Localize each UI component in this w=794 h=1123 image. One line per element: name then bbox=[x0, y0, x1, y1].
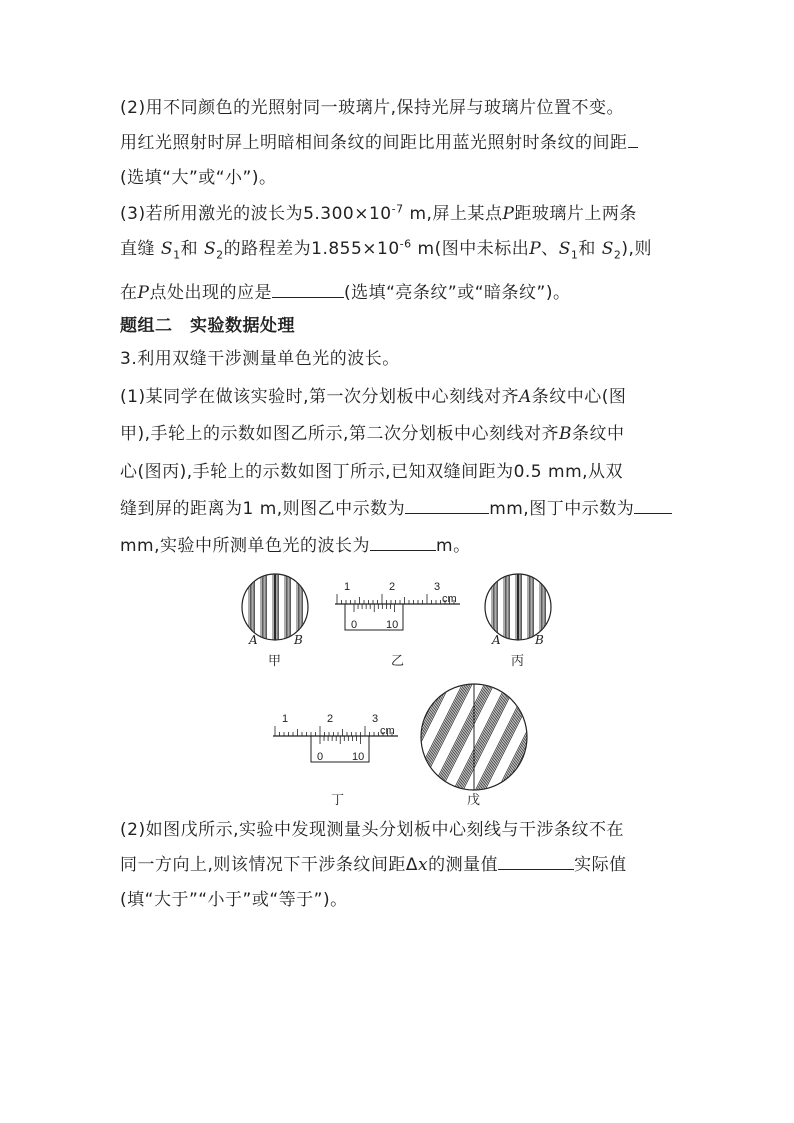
section-title: 题组二 实验数据处理 bbox=[120, 316, 295, 336]
vernier-label-10: 10 bbox=[386, 619, 399, 631]
q3-text: (选填“亮条纹”或“暗条纹”)。 bbox=[343, 283, 571, 303]
p3-line-3: 心(图丙),手轮上的示数如图丁所示,已知双缝间距为0.5 mm,从双 bbox=[120, 462, 624, 482]
q3-text: 的路程差为1.855×10 bbox=[223, 239, 400, 259]
p4-text: 的测量值 bbox=[428, 855, 499, 875]
fringe-b: B bbox=[558, 424, 572, 444]
p4-line-3: (填“大于”“小于”或“等于”)。 bbox=[120, 890, 348, 910]
ruler-label-2: 2 bbox=[327, 713, 334, 725]
vernier-ticks bbox=[354, 604, 395, 612]
q2-line-1: (2)用不同颜色的光照射同一玻璃片,保持光屏与玻璃片位置不变。 bbox=[120, 98, 624, 118]
p4-line-1: (2)如图戊所示,实验中发现测量头分划板中心刻线与干涉条纹不在 bbox=[120, 820, 624, 840]
slit-s: S bbox=[558, 239, 571, 259]
p3-text: 条纹中 bbox=[571, 424, 625, 444]
q3-text: (3)若所用激光的波长为5.300×10 bbox=[120, 204, 392, 224]
vernier-label-0: 0 bbox=[351, 619, 358, 631]
problem-3-title: 3.利用双缝干涉测量单色光的波长。 bbox=[120, 349, 400, 369]
q3-text: 点处出现的应是 bbox=[149, 283, 272, 303]
slit-s: S bbox=[601, 239, 614, 259]
ruler-unit: cm bbox=[442, 593, 457, 605]
ruler-label-3: 3 bbox=[434, 581, 441, 593]
p3-text: 缝到屏的距离为1 m,则图乙中示数为 bbox=[120, 499, 406, 519]
q3-text: 和 bbox=[578, 239, 602, 259]
slit-s: S bbox=[160, 239, 174, 259]
subscript: 1 bbox=[173, 248, 181, 262]
p3-text: (1)某同学在做该实验时,第一次分划板中心刻线对齐 bbox=[120, 387, 519, 407]
label-b-bing: B bbox=[535, 633, 544, 647]
p3-text: mm,图丁中示数为 bbox=[489, 499, 635, 519]
figure-wu-circle bbox=[384, 677, 564, 797]
point-p: P bbox=[137, 283, 150, 303]
point-p: P bbox=[529, 239, 542, 259]
ruler-unit: cm bbox=[380, 725, 395, 737]
exponent: -6 bbox=[399, 237, 412, 251]
q3-text: 、 bbox=[541, 239, 559, 259]
q2-line-2-text: 用红光照射时屏上明暗相间条纹的间距比用蓝光照射时条纹的间距 bbox=[120, 133, 628, 153]
point-p: P bbox=[502, 204, 515, 224]
vernier-label-10: 10 bbox=[352, 751, 365, 763]
main-scale-ticks bbox=[275, 726, 392, 736]
q3-text: 直缝 bbox=[120, 239, 161, 259]
p4-text: 同一方向上,则该情况下干涉条纹间距Δ bbox=[120, 855, 419, 875]
caption-yi: 乙 bbox=[391, 654, 405, 669]
label-b-jia: B bbox=[294, 633, 303, 647]
q3-text: m(图中未标出 bbox=[411, 239, 530, 259]
ruler-label-2: 2 bbox=[389, 581, 396, 593]
ruler-label-3: 3 bbox=[372, 713, 379, 725]
subscript: 2 bbox=[613, 248, 622, 262]
slit-s: S bbox=[203, 239, 217, 259]
q3-text: m,屏上某点 bbox=[403, 204, 503, 224]
label-a-jia: A bbox=[249, 633, 258, 647]
p3-text: m。 bbox=[436, 536, 471, 556]
answer-blank-6[interactable] bbox=[498, 853, 574, 870]
q3-text: 在 bbox=[120, 283, 138, 303]
subscript: 2 bbox=[216, 248, 224, 262]
p3-text: 条纹中心(图 bbox=[531, 387, 627, 407]
vernier-ticks bbox=[320, 736, 361, 744]
caption-bing: 丙 bbox=[511, 654, 525, 669]
p3-text: mm,实验中所测单色光的波长为 bbox=[120, 536, 371, 556]
p3-text: 甲),手轮上的示数如图乙所示,第二次分划板中心刻线对齐 bbox=[120, 424, 559, 444]
p4-line-2 bbox=[120, 853, 627, 877]
fringe-a: A bbox=[518, 387, 532, 407]
q2-line-3: (选填“大”或“小”)。 bbox=[120, 168, 277, 188]
caption-wu: 戊 bbox=[467, 793, 481, 808]
ruler-label-1: 1 bbox=[282, 713, 289, 725]
ruler-label-1: 1 bbox=[344, 581, 351, 593]
main-scale-ticks bbox=[337, 594, 454, 604]
p4-text: 实际值 bbox=[574, 855, 627, 875]
var-x: x bbox=[418, 855, 429, 875]
label-a-bing: A bbox=[492, 633, 501, 647]
vernier-label-0: 0 bbox=[317, 751, 324, 763]
q3-text: 和 bbox=[180, 239, 204, 259]
caption-ding: 丁 bbox=[331, 793, 345, 808]
caption-jia: 甲 bbox=[268, 654, 282, 669]
exponent: -7 bbox=[391, 202, 404, 216]
q3-text: ),则 bbox=[621, 239, 652, 259]
subscript: 1 bbox=[570, 248, 579, 262]
q3-text: 距玻璃片上两条 bbox=[514, 204, 637, 224]
